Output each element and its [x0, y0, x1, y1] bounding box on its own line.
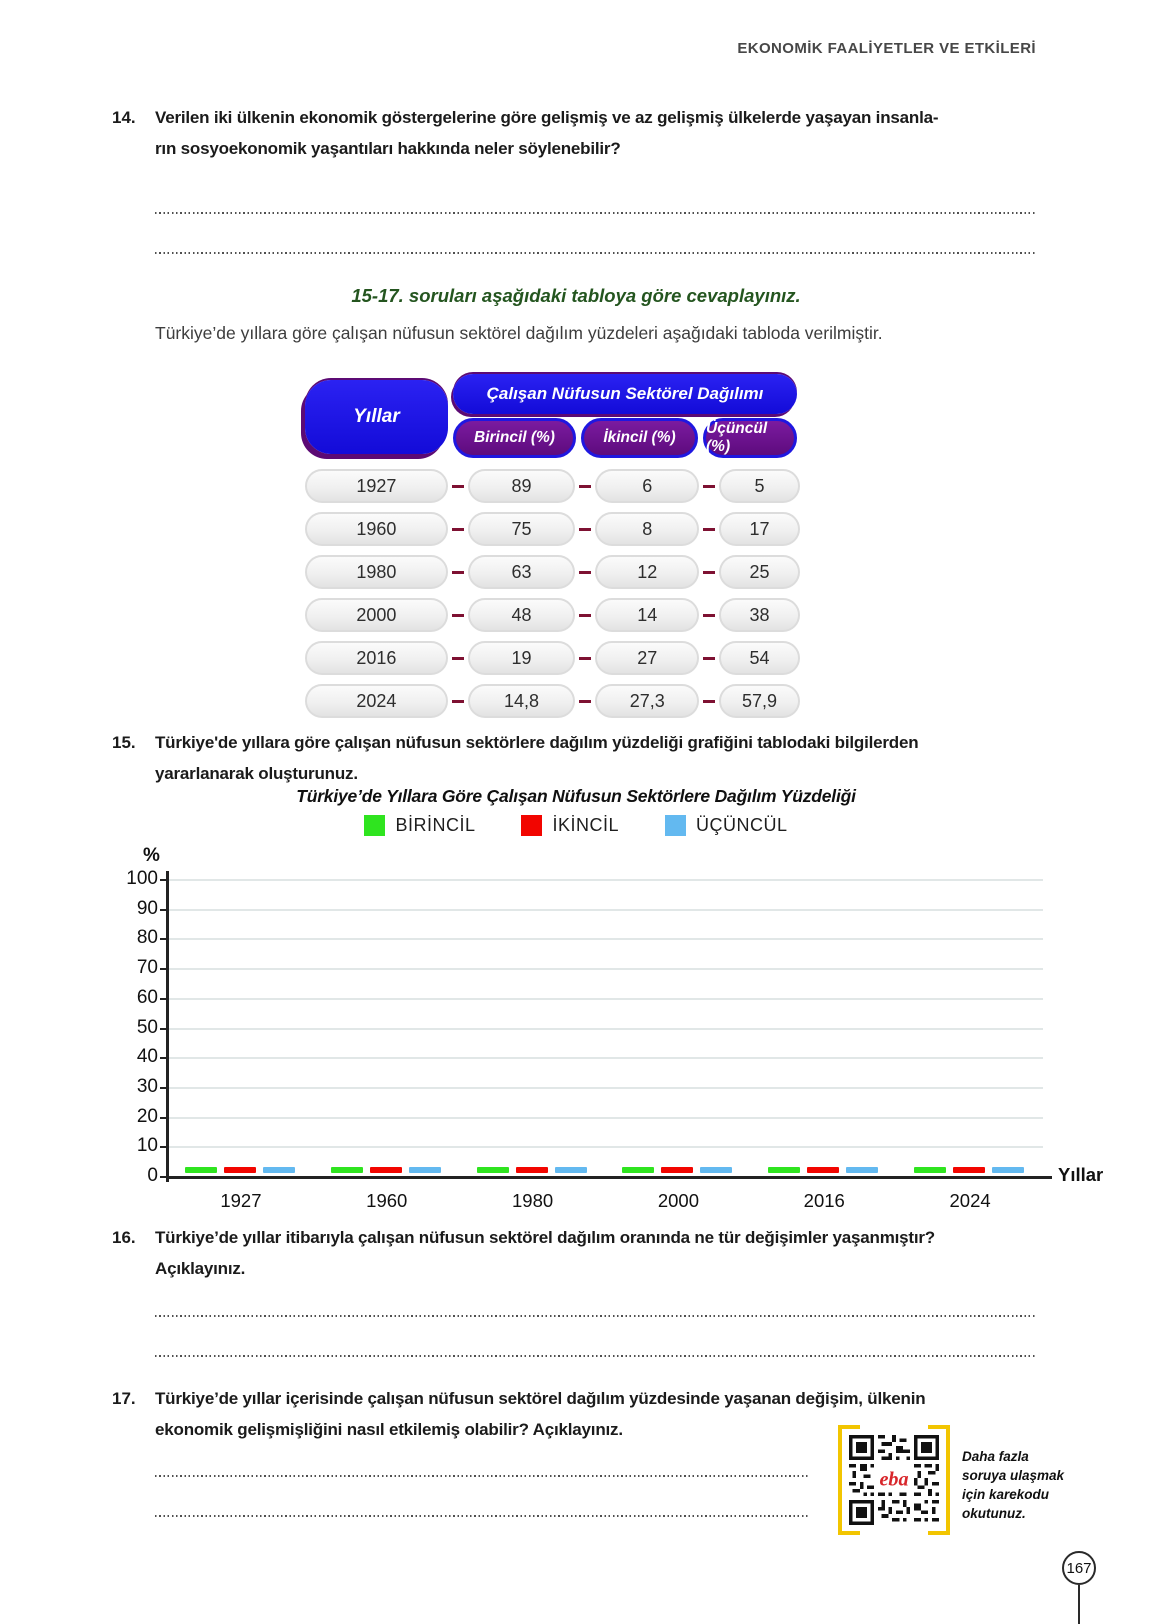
- year-cell: 2000: [305, 598, 448, 632]
- row-connector: [452, 571, 464, 574]
- bar-placeholder-stub: [516, 1167, 548, 1173]
- question-14: [112, 102, 1052, 164]
- question-15: [112, 727, 1052, 789]
- bar-placeholder-stub: [622, 1167, 654, 1173]
- bar-placeholder-stub: [807, 1167, 839, 1173]
- value-cell: 25: [719, 555, 800, 589]
- row-connector: [452, 614, 464, 617]
- value-cell: 75: [468, 512, 576, 546]
- value-cell: 57,9: [719, 684, 800, 718]
- question-17-text-line2: ekonomik gelişmişliğini nasıl etkilemiş olabilir? Açıklayınız.: [155, 1420, 623, 1439]
- bar-placeholder-stub: [700, 1167, 732, 1173]
- chart-gridline: [168, 938, 1043, 940]
- bar-placeholder-stub: [477, 1167, 509, 1173]
- y-axis-line: [166, 871, 169, 1182]
- x-axis-tick-label: 2000: [657, 1190, 699, 1211]
- x-axis-title: Yıllar: [1058, 1164, 1104, 1185]
- table-header-ucuncul: Üçüncül (%): [703, 418, 797, 458]
- chart-gridline: [168, 1057, 1043, 1059]
- x-axis-line: [166, 1176, 1052, 1179]
- legend-label-2: İKİNCİL: [552, 815, 620, 835]
- legend-item-3: [665, 815, 788, 836]
- year-cell: 1980: [305, 555, 448, 589]
- value-cell: 27,3: [595, 684, 699, 718]
- question-16: [112, 1222, 1052, 1284]
- page-number-stem: [1078, 1585, 1080, 1624]
- x-axis-tick-label: 2016: [803, 1190, 845, 1211]
- table-body: [300, 469, 800, 718]
- value-cell: 38: [719, 598, 800, 632]
- value-cell: 48: [468, 598, 576, 632]
- bar-placeholder-stub: [263, 1167, 295, 1173]
- bar-placeholder-stub: [370, 1167, 402, 1173]
- value-cell: 12: [595, 555, 699, 589]
- bar-placeholder-stub: [846, 1167, 878, 1173]
- chart-gridline: [168, 879, 1043, 881]
- question-17-number: 17.: [112, 1389, 136, 1408]
- question-15-text-line2: yararlanarak oluşturunuz.: [155, 764, 358, 783]
- bar-placeholder-stub: [224, 1167, 256, 1173]
- y-axis-tick-label: 70: [136, 957, 158, 979]
- table-header-group: Çalışan Nüfusun Sektörel Dağılımı: [453, 374, 797, 414]
- table-row: [300, 555, 800, 589]
- row-connector: [579, 571, 591, 574]
- bar-placeholder-stub: [185, 1167, 217, 1173]
- chart-gridline: [168, 1117, 1043, 1119]
- y-axis-tick-label: 100: [126, 868, 158, 889]
- page-number-badge: 167: [1062, 1551, 1096, 1585]
- answer-line: [155, 1515, 810, 1517]
- value-cell: 14: [595, 598, 699, 632]
- y-axis-tick-label: 10: [136, 1135, 158, 1157]
- year-cell: 2024: [305, 684, 448, 718]
- chart-gridline: [168, 998, 1043, 1000]
- chart-title: Türkiye’de Yıllara Göre Çalışan Nüfusun Sektörlere Dağılım Yüzdeliği: [296, 786, 856, 806]
- table-row: [300, 641, 800, 675]
- value-cell: 19: [468, 641, 576, 675]
- qr-code: [849, 1431, 939, 1529]
- question-15-number: 15.: [112, 733, 136, 752]
- question-14-number: 14.: [112, 108, 136, 127]
- row-connector: [579, 485, 591, 488]
- x-axis-tick-label: 2024: [949, 1190, 991, 1211]
- answer-line: [155, 252, 1037, 254]
- question-16-text-line2: Açıklayınız.: [155, 1259, 246, 1278]
- y-axis-tick-label: 30: [136, 1075, 158, 1097]
- question-16-text-line1: Türkiye’de yıllar itibarıyla çalışan nüfusun sektörel dağılım oranında ne tür değişimler yaşanmıştır?: [155, 1228, 935, 1247]
- table-row: [300, 512, 800, 546]
- row-connector: [703, 571, 715, 574]
- question-16-number: 16.: [112, 1228, 136, 1247]
- value-cell: 63: [468, 555, 576, 589]
- x-axis-tick-label: 1927: [220, 1190, 262, 1211]
- answer-line: [155, 1315, 1037, 1317]
- chart-gridline: [168, 1146, 1043, 1148]
- table-row: [300, 469, 800, 503]
- row-connector: [452, 485, 464, 488]
- row-connector: [703, 485, 715, 488]
- table-header: [300, 368, 800, 460]
- y-axis-tick-label: 80: [136, 927, 158, 949]
- question-17-text-line1: Türkiye’de yıllar içerisinde çalışan nüfusun sektörel dağılım yüzdesinde yaşanan değişim, ülkenin: [155, 1389, 926, 1408]
- bar-placeholder-stub: [409, 1167, 441, 1173]
- table-header-years: Yıllar: [305, 380, 448, 454]
- y-axis-tick-label: 60: [136, 986, 158, 1008]
- section-instruction: 15-17. soruları aşağıdaki tabloya göre cevaplayınız.: [351, 285, 801, 306]
- year-cell: 1960: [305, 512, 448, 546]
- bar-placeholder-stub: [555, 1167, 587, 1173]
- table-row: [300, 684, 800, 718]
- y-axis-tick-label: 40: [136, 1046, 158, 1068]
- row-connector: [579, 657, 591, 660]
- value-cell: 27: [595, 641, 699, 675]
- row-connector: [703, 614, 715, 617]
- value-cell: 14,8: [468, 684, 576, 718]
- value-cell: 54: [719, 641, 800, 675]
- eba-logo: eba: [879, 1468, 909, 1491]
- legend-swatch-2: [521, 815, 542, 836]
- legend-swatch-1: [364, 815, 385, 836]
- legend-item-1: [364, 815, 475, 836]
- chart-gridline: [168, 1087, 1043, 1089]
- table-intro-text: Türkiye’de yıllara göre çalışan nüfusun sektörel dağılım yüzdeleri aşağıdaki tabloda verilmiştir.: [155, 323, 883, 343]
- y-axis-tick-label: 20: [136, 1105, 158, 1127]
- row-connector: [452, 657, 464, 660]
- row-connector: [579, 700, 591, 703]
- y-axis-unit-label: %: [143, 845, 160, 866]
- x-axis-tick-label: 1980: [512, 1190, 554, 1211]
- bar-placeholder-stub: [953, 1167, 985, 1173]
- value-cell: 17: [719, 512, 800, 546]
- answer-line: [155, 1475, 810, 1477]
- chapter-header: EKONOMİK FAALİYETLER VE ETKİLERİ: [737, 40, 1036, 57]
- qr-caption: Daha fazla soruya ulaşmak için karekodu okutunuz.: [962, 1449, 1065, 1521]
- x-axis-tick-label: 1960: [366, 1190, 408, 1211]
- legend-label-1: BİRİNCİL: [395, 815, 476, 835]
- row-connector: [703, 657, 715, 660]
- chart-gridline: [168, 968, 1043, 970]
- row-connector: [452, 700, 464, 703]
- sector-chart: [0, 845, 1152, 1220]
- value-cell: 6: [595, 469, 699, 503]
- answer-line: [155, 212, 1037, 214]
- year-cell: 2016: [305, 641, 448, 675]
- qr-code-block: [838, 1425, 950, 1535]
- legend-swatch-3: [665, 815, 686, 836]
- bar-placeholder-stub: [331, 1167, 363, 1173]
- y-axis-tick-label: 0: [147, 1165, 158, 1186]
- row-connector: [579, 614, 591, 617]
- row-connector: [703, 528, 715, 531]
- table-header-birincil: Birincil (%): [453, 418, 576, 458]
- value-cell: 8: [595, 512, 699, 546]
- table-row: [300, 598, 800, 632]
- value-cell: 5: [719, 469, 800, 503]
- legend-label-3: ÜÇÜNCÜL: [696, 815, 788, 835]
- value-cell: 89: [468, 469, 576, 503]
- year-cell: 1927: [305, 469, 448, 503]
- bar-placeholder-stub: [768, 1167, 800, 1173]
- question-14-text-line2: rın sosyoekonomik yaşantıları hakkında neler söylenebilir?: [155, 139, 621, 158]
- answer-line: [155, 1355, 1037, 1357]
- legend-item-2: [521, 815, 619, 836]
- table-header-ikincil: İkincil (%): [581, 418, 698, 458]
- sector-distribution-table: [300, 368, 800, 718]
- row-connector: [452, 528, 464, 531]
- chart-gridline: [168, 909, 1043, 911]
- chart-gridline: [168, 1028, 1043, 1030]
- row-connector: [703, 700, 715, 703]
- question-14-text-line1: Verilen iki ülkenin ekonomik göstergelerine göre gelişmiş ve az gelişmiş ülkelerde yaşayan insanla-: [155, 108, 939, 127]
- chart-legend: [0, 815, 1152, 836]
- bar-placeholder-stub: [992, 1167, 1024, 1173]
- y-axis-tick-label: 90: [136, 897, 158, 919]
- row-connector: [579, 528, 591, 531]
- y-axis-tick-label: 50: [136, 1016, 158, 1038]
- bar-placeholder-stub: [914, 1167, 946, 1173]
- bar-placeholder-stub: [661, 1167, 693, 1173]
- question-15-text-line1: Türkiye'de yıllara göre çalışan nüfusun sektörlere dağılım yüzdeliği grafiğini tablodaki bilgilerden: [155, 733, 919, 752]
